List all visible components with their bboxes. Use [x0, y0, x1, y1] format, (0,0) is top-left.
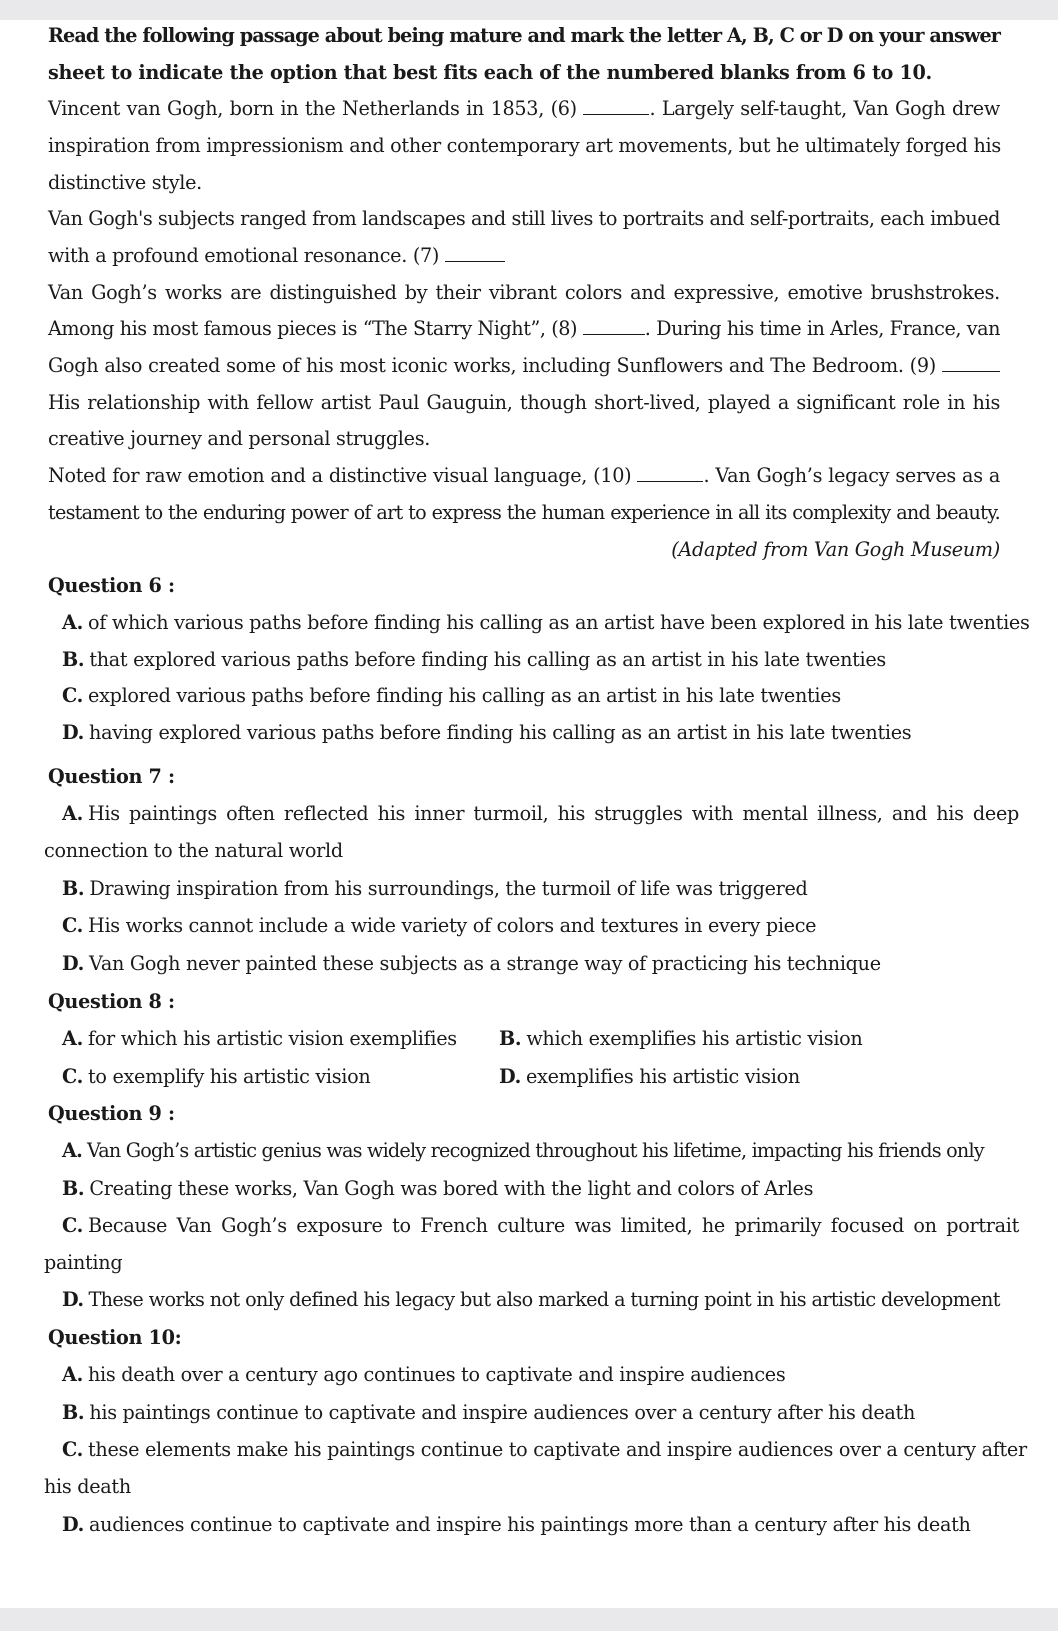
passage-line: Van Gogh’s works are distinguished by their vibrant colors and expressive, emotive brushstrokes. [48, 281, 1000, 304]
question-8-option-a[interactable]: A. for which his artistic vision exemplifies [62, 1027, 457, 1050]
question-7-option-a[interactable]: A. His paintings often reflected his inner turmoil, his struggles with mental illness, and his deep [62, 802, 1019, 825]
passage-line: Among his most famous pieces is “The Starry Night”, (8) . During his time in Arles, France, van [48, 317, 1001, 340]
question-9-option-a[interactable]: A. Van Gogh’s artistic genius was widely recognized throughout his lifetime, impacting his friends only [62, 1139, 984, 1162]
question-6-option-a[interactable]: A. of which various paths before finding his calling as an artist have been explored in his late twenties [62, 611, 1030, 634]
question-7-option-b[interactable]: B. Drawing inspiration from his surroundings, the turmoil of life was triggered [62, 877, 808, 900]
question-9-option-b[interactable]: B. Creating these works, Van Gogh was bored with the light and colors of Arles [62, 1177, 814, 1200]
question-7-option-c[interactable]: C. His works cannot include a wide variety of colors and textures in every piece [62, 914, 817, 937]
question-7-option-a-cont: connection to the natural world [44, 839, 343, 862]
question-10-option-c[interactable]: C. these elements make his paintings continue to captivate and inspire audiences over a century after [62, 1438, 1027, 1461]
question-6-option-b[interactable]: B. that explored various paths before finding his calling as an artist in his late twenties [62, 648, 886, 671]
question-10-option-c-cont: his death [44, 1475, 131, 1498]
question-8-option-b[interactable]: B. which exemplifies his artistic vision [499, 1027, 863, 1050]
blank-6 [583, 113, 649, 115]
passage-line: with a profound emotional resonance. (7) [48, 244, 1000, 268]
source-citation: (Adapted from Van Gogh Museum) [671, 538, 1000, 561]
question-6-title: Question 6 : [48, 574, 175, 597]
passage-line: creative journey and personal struggles. [48, 427, 431, 450]
question-10-title: Question 10: [48, 1326, 182, 1349]
blank-7 [445, 260, 505, 262]
passage-line: Noted for raw emotion and a distinctive visual language, (10) . Van Gogh’s legacy serves as a [48, 464, 1000, 487]
question-6-option-d[interactable]: D. having explored various paths before finding his calling as an artist in his late twenties [62, 721, 912, 744]
blank-8 [583, 333, 645, 335]
question-8-title: Question 8 : [48, 990, 175, 1013]
question-9-option-c-cont: painting [44, 1251, 123, 1274]
passage-line: Vincent van Gogh, born in the Netherlands in 1853, (6) . Largely self-taught, Van Gogh drew [48, 97, 1000, 120]
blank-9 [942, 370, 1000, 372]
question-9-title: Question 9 : [48, 1102, 175, 1125]
passage-line: distinctive style. [48, 171, 202, 194]
instructions-line-1: Read the following passage about being mature and mark the letter A, B, C or D on your answer [48, 24, 1000, 47]
passage-line: Gogh also created some of his most iconic works, including Sunflowers and The Bedroom. (9) [48, 354, 1000, 378]
question-9-option-c[interactable]: C. Because Van Gogh’s exposure to French culture was limited, he primarily focused on portrait [62, 1214, 1019, 1237]
question-10-option-d[interactable]: D. audiences continue to captivate and inspire his paintings more than a century after his death [62, 1513, 971, 1536]
question-7-title: Question 7 : [48, 765, 175, 788]
question-9-option-d[interactable]: D. These works not only defined his legacy but also marked a turning point in his artistic development [62, 1288, 1000, 1311]
question-10-option-a[interactable]: A. his death over a century ago continues to captivate and inspire audiences [62, 1363, 786, 1386]
question-8-option-c[interactable]: C. to exemplify his artistic vision [62, 1065, 371, 1088]
passage-line: inspiration from impressionism and other contemporary art movements, but he ultimately forged his [48, 134, 1001, 157]
passage-line: Van Gogh's subjects ranged from landscapes and still lives to portraits and self-portraits, each imbued [48, 207, 1000, 230]
question-10-option-b[interactable]: B. his paintings continue to captivate and inspire audiences over a century after his death [62, 1401, 915, 1424]
question-8-option-d[interactable]: D. exemplifies his artistic vision [499, 1065, 800, 1088]
question-7-option-d[interactable]: D. Van Gogh never painted these subjects as a strange way of practicing his technique [62, 952, 881, 975]
worksheet-page [0, 20, 1058, 1608]
instructions-line-2: sheet to indicate the option that best fits each of the numbered blanks from 6 to 10. [48, 61, 932, 84]
passage-line: testament to the enduring power of art to express the human experience in all its complexity and beauty. [48, 501, 1000, 524]
blank-10 [637, 480, 703, 482]
passage-line: His relationship with fellow artist Paul Gauguin, though short-lived, played a significant role in his [48, 391, 1000, 414]
question-6-option-c[interactable]: C. explored various paths before finding his calling as an artist in his late twenties [62, 684, 841, 707]
